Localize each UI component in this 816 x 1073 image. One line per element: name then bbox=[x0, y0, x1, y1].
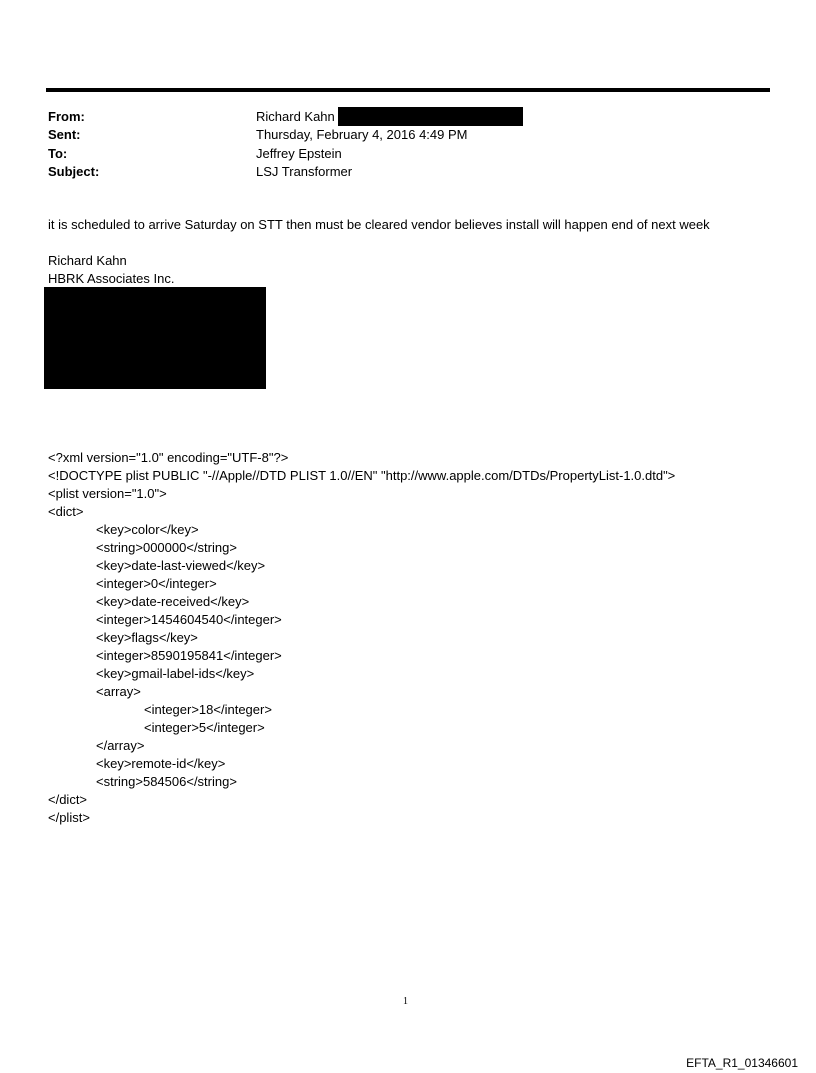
xml-line: </array> bbox=[96, 738, 145, 753]
sent-value: Thursday, February 4, 2016 4:49 PM bbox=[256, 127, 468, 142]
to-value: Jeffrey Epstein bbox=[256, 146, 342, 161]
xml-line: <?xml version="1.0" encoding="UTF-8"?> bbox=[48, 450, 289, 465]
signature-company: HBRK Associates Inc. bbox=[48, 271, 175, 286]
xml-line: <!DOCTYPE plist PUBLIC "-//Apple//DTD PLIST 1.0//EN" "http://www.apple.com/DTDs/PropertyList-1.0.dtd"> bbox=[48, 468, 676, 483]
xml-line: <key>color</key> bbox=[96, 522, 199, 537]
sent-label: Sent: bbox=[48, 127, 81, 142]
xml-line: <integer>0</integer> bbox=[96, 576, 217, 591]
xml-line: <integer>8590195841</integer> bbox=[96, 648, 282, 663]
xml-line: <plist version="1.0"> bbox=[48, 486, 167, 501]
xml-line: </dict> bbox=[48, 792, 88, 807]
redaction-box bbox=[338, 107, 523, 126]
xml-line: <key>date-received</key> bbox=[96, 594, 250, 609]
xml-line: <string>584506</string> bbox=[96, 774, 237, 789]
xml-line: <key>date-last-viewed</key> bbox=[96, 558, 266, 573]
message-text: it is scheduled to arrive Saturday on STT then must be cleared vendor believes install will happen end of next week bbox=[48, 217, 710, 232]
xml-line: <string>000000</string> bbox=[96, 540, 237, 555]
xml-line: <integer>1454604540</integer> bbox=[96, 612, 282, 627]
xml-line: </plist> bbox=[48, 810, 90, 825]
xml-line: <integer>18</integer> bbox=[144, 702, 272, 717]
xml-line: <key>flags</key> bbox=[96, 630, 198, 645]
subject-value: LSJ Transformer bbox=[256, 164, 353, 179]
xml-line: <array> bbox=[96, 684, 141, 699]
bates-number: EFTA_R1_01346601 bbox=[686, 1056, 798, 1070]
from-label: From: bbox=[48, 109, 85, 124]
redaction-box bbox=[44, 287, 266, 389]
page-number: 1 bbox=[403, 996, 408, 1007]
to-label: To: bbox=[48, 146, 68, 161]
xml-line: <integer>5</integer> bbox=[144, 720, 265, 735]
xml-line: <key>remote-id</key> bbox=[96, 756, 226, 771]
header-rule bbox=[46, 88, 770, 92]
xml-line: <dict> bbox=[48, 504, 84, 519]
subject-label: Subject: bbox=[48, 164, 100, 179]
signature-name: Richard Kahn bbox=[48, 253, 127, 268]
from-value: Richard Kahn bbox=[256, 109, 335, 124]
xml-line: <key>gmail-label-ids</key> bbox=[96, 666, 255, 681]
